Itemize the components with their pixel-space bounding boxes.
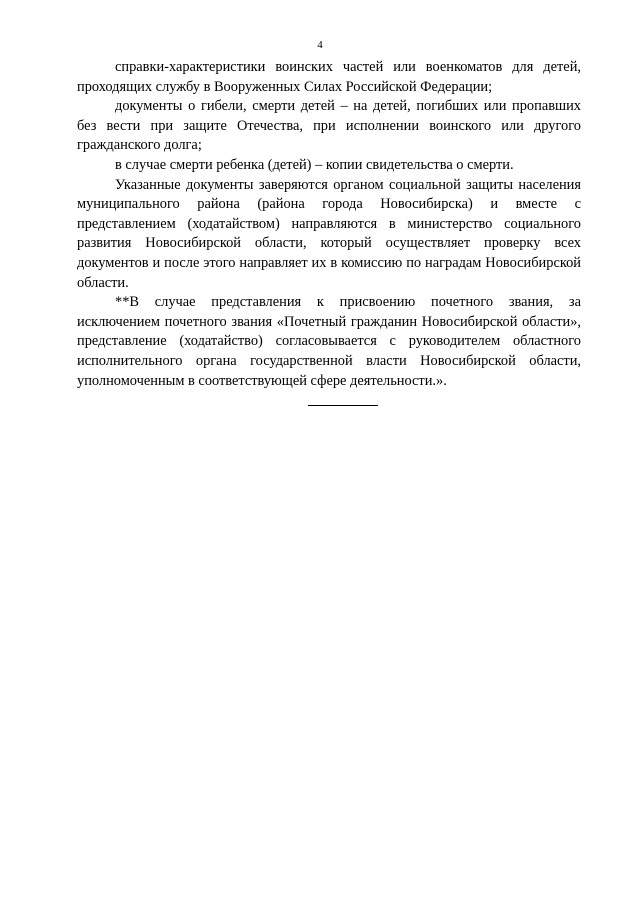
end-separator-line [308, 405, 378, 406]
paragraph-death-certificate: в случае смерти ребенка (детей) – копии свидетельства о смерти. [115, 156, 514, 173]
paragraph-death-documents: документы о гибели, смерти детей – на детей, погибших или пропавших без вести при защите Отечества, при исполнении воинского или другого гражданского долга; [77, 98, 581, 154]
paragraph-military-references: справки-характеристики воинских частей или военкоматов для детей, проходящих службу в Вооруженных Силах Российской Федерации; [77, 59, 581, 95]
paragraph-honorary-title-footnote: **В случае представления к присвоению почетного звания, за исключением почетного звания «Почетный гражданин Новосибирской области», представление (ходатайство) согласовывается с руководителем областного исполнительного органа государственной власти Новосибирской области, уполномоченным в соответствующей сфере деятельности.». [77, 294, 581, 389]
page-number: 4 [317, 39, 323, 51]
document-body [77, 58, 581, 391]
paragraph-certification-procedure: Указанные документы заверяются органом социальной защиты населения муниципального района (района города Новосибирска) и вместе с представлением (ходатайством) направляются в министерство социального развития Новосибирской области, который осуществляет проверку всех документов и после этого направляет их в комиссию по наградам Новосибирской области. [77, 176, 581, 291]
